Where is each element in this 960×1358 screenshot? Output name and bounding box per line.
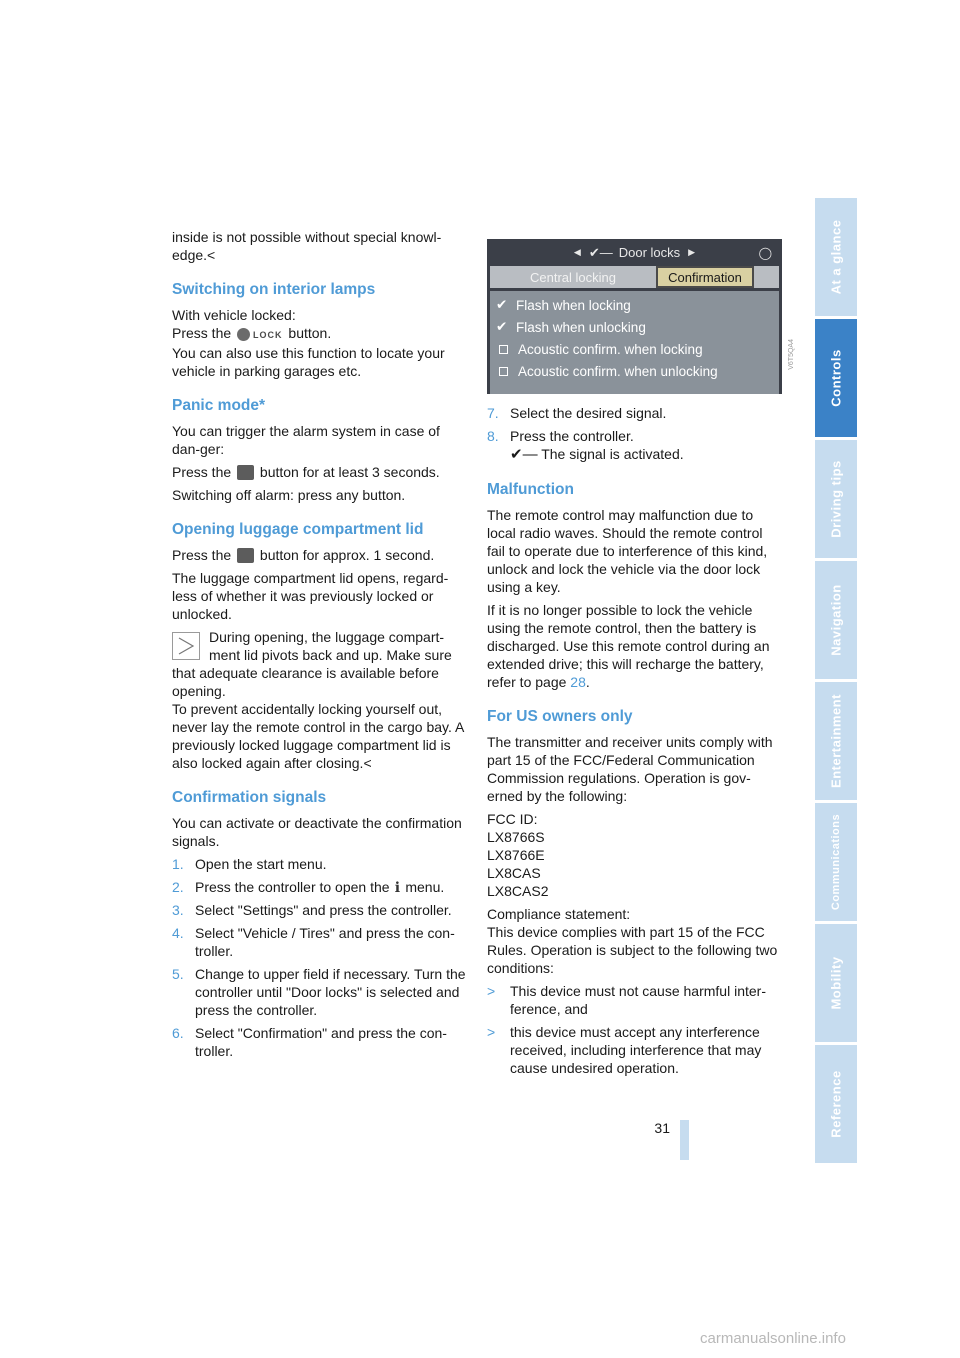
fcc-id-block: FCC ID: LX8766S LX8766E LX8CAS LX8CAS2 [487,811,549,899]
paragraph: If it is no longer possible to lock the vehicle using the remote control, then the battery is discharged. Use this remote control during an extended drive; this will recharge the battery, refer to page 28. [487,602,770,690]
trunk-button-icon [237,548,254,563]
check-icon: ✔― [588,244,613,260]
tab-central-locking: Central locking [490,266,656,288]
screen-title: Door locks [618,245,681,260]
page-number-bar [680,1120,689,1160]
list-item: Acoustic confirm. when locking [490,338,779,360]
paragraph: Press the button for approx. 1 second. [172,546,435,563]
left-column [172,228,467,1065]
paragraph: Switching off alarm: press any button. [172,486,406,503]
activated-line: ✔― The signal is activated. [510,446,684,463]
controller-icon: ◯ [758,245,772,260]
watermark: carmanualsonline.info [700,1330,846,1347]
image-code: V6T5QA4 [788,339,795,370]
heading-interior-lamps: Switching on interior lamps [172,281,376,298]
note-line-2: that adequate clearance is available before opening. [172,664,439,699]
step-item: 7. Select the desired signal. [487,405,667,421]
paragraph: The luggage compartment lid opens, regard-less of whether it was previously locked or unlocked. [172,569,449,622]
arrow-right-icon: ▶ [688,247,696,257]
arrow-left-icon: ◀ [573,247,581,257]
step-item: 8. Press the controller. [487,428,634,444]
checkmark-icon: ✔― [510,446,538,463]
tab-controls[interactable]: Controls [815,319,857,437]
right-column [487,404,782,1082]
paragraph: You can trigger the alarm system in case of dan-ger: [172,422,440,457]
paragraph: The transmitter and receiver units comply with part 15 of the FCC/Federal Communication Commission regulations. Operation is gov-erned by the following: [487,734,773,804]
paragraph: The remote control may malfunction due to local radio waves. Should the remote control fail to operate due to interference of this kind, unlock and lock the vehicle via the door lock using a key. [487,507,768,595]
tab-communications[interactable]: Communications [815,803,857,921]
bullet-item: > this device must accept any interference received, including interference that may cause undesired operation. [487,1024,762,1076]
panic-button-icon [237,465,254,480]
step-item: 3. Select "Settings" and press the controller. [172,901,452,918]
tab-driving-tips[interactable]: Driving tips [815,440,857,558]
note-line-3: To prevent accidentally locking yourself out, never lay the remote control in the cargo bay. A previously locked luggage compartment lid is also locked again after closing.< [172,700,464,771]
step-item: 5. Change to upper field if necessary. Turn the controller until "Door locks" is selected and press the controller. [172,965,466,1018]
heading-panic-mode: Panic mode* [172,396,266,414]
heading-luggage-lid: Opening luggage compartment lid [172,520,424,538]
list-item: ✔ Flash when unlocking [496,319,646,335]
chapter-tabs [815,198,857,1166]
checkbox-empty-icon [499,367,508,376]
page-number: 31 [654,1120,670,1136]
paragraph: Press the button for at least 3 seconds. [172,463,440,480]
note-block [172,628,467,772]
note-arrow-icon [172,632,200,660]
tab-navigation[interactable]: Navigation [815,561,857,679]
tab-reference[interactable]: Reference [815,1045,857,1163]
step-item: 2. Press the controller to open the ℹ menu. [172,878,445,895]
check-icon: ✔ [496,319,508,334]
list-item: Acoustic confirm. when unlocking [490,360,779,382]
note-line-1: During opening, the luggage compart-ment lid pivots back and up. Make sure [209,628,452,663]
signal-list [490,291,779,394]
step-item: 1. Open the start menu. [172,855,327,872]
paragraph: With vehicle locked: Press the LOCK button. You can also use this function to locate your vehicle in parking garages etc. [172,307,445,379]
check-icon: ✔ [496,297,508,312]
lock-button-icon: LOCK [237,326,283,344]
tab-confirmation: Confirmation [656,266,754,288]
step-item: 4. Select "Vehicle / Tires" and press the con-troller. [172,924,455,959]
checkbox-empty-icon [499,345,508,354]
idrive-screen-image [487,239,795,394]
screen-title-bar [487,239,782,266]
tab-entertainment[interactable]: Entertainment [815,682,857,800]
heading-us-owners: For US owners only [487,708,633,725]
paragraph: You can activate or deactivate the confirmation signals. [172,814,462,849]
tab-at-a-glance[interactable]: At a glance [815,198,857,316]
heading-confirmation-signals: Confirmation signals [172,788,327,806]
page-link[interactable]: 28 [570,674,586,690]
bullet-item: > This device must not cause harmful inter-ference, and [487,983,766,1017]
info-icon: ℹ [394,878,401,895]
step-item: 6. Select "Confirmation" and press the con-troller. [172,1024,447,1059]
intro-text: inside is not possible without special knowl-edge.< [172,229,442,263]
tab-mobility[interactable]: Mobility [815,924,857,1042]
compliance-statement: Compliance statement: This device complies with part 15 of the FCC Rules. Operation is subject to the following two conditions: [487,906,778,976]
list-item: ✔ Flash when locking [496,297,631,313]
heading-malfunction: Malfunction [487,481,574,498]
